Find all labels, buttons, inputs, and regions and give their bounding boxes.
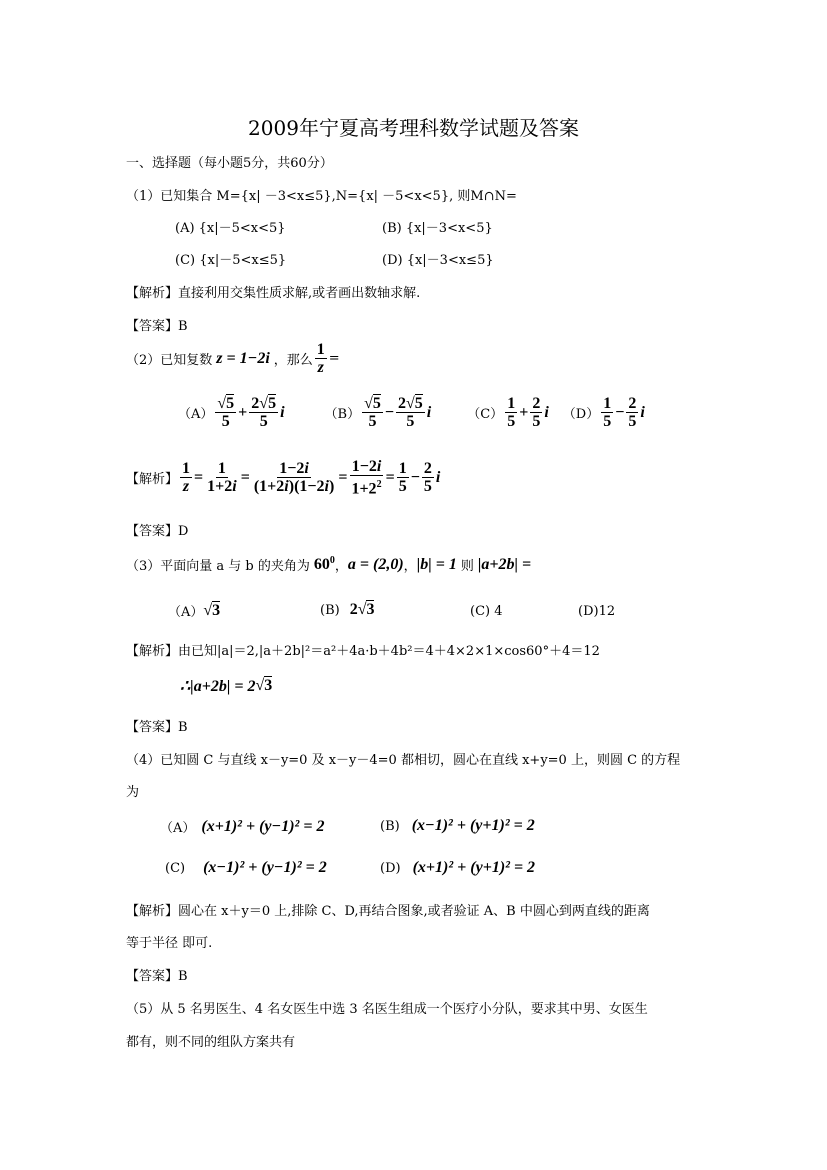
q2-analysis-step5: $\frac{1}{5}$ — [398, 460, 407, 496]
q3-stem-text: （3）平面向量 a 与 b 的夹角为 — [126, 559, 310, 574]
q2-option-d-label: （D） — [562, 407, 600, 422]
analysis-label: 【解析】 — [126, 644, 179, 659]
q3-option-b-radicand: 3 — [366, 601, 375, 618]
q4-option-d-expr: (x+1)² + (y+1)² = 2 — [412, 859, 536, 876]
q2-analysis-step3: $\frac{1-2i}{(1+2i)(1-2i)}$ — [253, 460, 335, 496]
q2-answer — [126, 520, 188, 539]
q3-stem: （3）平面向量 a 与 b 的夹角为 60 $^0$ ， a = (2,0) ， |b| = 1 则 |a+2b| = — [126, 555, 532, 574]
q4-option-b-label: (B) — [380, 818, 400, 834]
q4-option-a-label: （A） — [160, 821, 196, 836]
q3-option-c: (C) 4 — [470, 604, 503, 619]
q2-option-b-frac1: $\frac{√5}{5}$ — [364, 395, 381, 430]
q1-option-c: (C) {x|－5<x≤5} — [175, 253, 287, 268]
q2-expression: z = 1−2i — [216, 349, 270, 367]
q2-analysis-step4: $\frac{1-2i}{1+2^2}$ — [351, 458, 382, 498]
answer-value: D — [178, 524, 189, 539]
q3-option-a-radicand: 3 — [212, 601, 221, 619]
q1-option-b: (B) {x|－3<x<5} — [382, 221, 493, 236]
q3-therefore-text: ∴|a+2b| = 2 — [180, 678, 256, 695]
q2-stem-text-2: ，那么 — [273, 353, 313, 368]
q3-option-a: （A） √3 — [168, 601, 221, 620]
q1-answer — [126, 315, 188, 334]
fraction-1-over-z: $\frac{1}{z}$ — [316, 341, 325, 376]
analysis-label: 【解析】 — [126, 904, 179, 919]
q2-analysis-step2: $\frac{1}{1+2i}$ — [207, 460, 237, 496]
q3-answer — [126, 716, 188, 735]
section-heading: 一、选择题（每小题5分，共60分） — [126, 156, 333, 171]
q3-target: |a+2b| = — [477, 555, 532, 573]
q3-vector-a: a = (2,0) — [347, 555, 404, 573]
q4-option-a — [160, 817, 324, 836]
analysis-text: 圆心在 x＋y＝0 上,排除 C、D,再结合图象,或者验证 A、B 中圆心到两直线的距离 — [178, 904, 650, 919]
page-title: 2009年宁夏高考理科数学试题及答案 — [248, 116, 579, 140]
answer-label: 【答案】 — [126, 969, 179, 984]
q4-stem-line2: 为 — [126, 785, 140, 800]
answer-label: 【答案】 — [126, 524, 179, 539]
q5-stem-line1: （5）从 5 名男医生、4 名女医生中选 3 名医生组成一个医疗小分队，要求其中男、女医生 — [126, 1002, 648, 1017]
q3-option-b-label: (B) — [320, 602, 340, 618]
q4-option-a-expr: (x+1)² + (y−1)² = 2 — [201, 817, 325, 835]
q4-analysis-line1 — [126, 900, 650, 919]
q3-option-d: (D)12 — [578, 604, 616, 619]
q2-option-d-frac2: $\frac{2}{5}$ — [628, 395, 637, 430]
q3-option-b: (B) 2 √3 — [320, 601, 375, 618]
analysis-text: 由已知|a|＝2,|a＋2b|²＝a²＋4a·b＋4b²＝4＋4×2×1×cos60°＋4＝12 — [178, 644, 600, 659]
q2-equals: = — [328, 351, 340, 366]
q3-abs-b: |b| = 1 — [416, 555, 457, 573]
q1-option-d: (D) {x|－3<x≤5} — [382, 253, 494, 268]
answer-label: 【答案】 — [126, 319, 179, 334]
q2-option-b-label: （B） — [324, 407, 361, 422]
q3-angle: 60 — [313, 555, 330, 573]
q2-option-b-frac2: $\frac{2√5}{5}$ — [398, 395, 423, 430]
q5-stem-line2: 都有，则不同的组队方案共有 — [126, 1035, 296, 1050]
q4-option-c-expr: (x−1)² + (y−1)² = 2 — [203, 859, 327, 876]
answer-value: B — [178, 720, 188, 735]
q3-therefore-radicand: 3 — [264, 677, 273, 694]
q2-option-c-frac1: $\frac{1}{5}$ — [507, 395, 516, 430]
answer-label: 【答案】 — [126, 720, 179, 735]
q4-option-d-label: (D) — [380, 860, 401, 876]
q4-option-b-expr: (x−1)² + (y+1)² = 2 — [411, 817, 535, 834]
q2-option-a-frac1: $\frac{√5}{5}$ — [217, 395, 235, 430]
q2-option-a-label: （A） — [178, 407, 214, 422]
q3-angle-degree: 0 — [329, 555, 335, 566]
q1-analysis — [126, 282, 420, 301]
q1-option-a: (A) {x|－5<x<5} — [175, 221, 286, 236]
q2-option-c-frac2: $\frac{2}{5}$ — [532, 395, 541, 430]
q4-answer — [126, 965, 188, 984]
q2-analysis-step6: $\frac{2}{5}$ — [423, 460, 432, 496]
q4-option-c — [165, 859, 327, 877]
q4-option-b — [380, 817, 535, 835]
q1-stem: （1）已知集合 M={x| －3<x≤5},N={x| －5<x<5}, 则M∩N= — [126, 189, 517, 204]
q3-option-a-label: （A） — [168, 605, 204, 620]
q4-stem-line1: （4）已知圆 C 与直线 x－y=0 及 x－y－4=0 都相切，圆心在直线 x+y=0 上，则圆 C 的方程 — [126, 753, 681, 768]
q2-option-d-frac1: $\frac{1}{5}$ — [603, 395, 612, 430]
analysis-label: 【解析】 — [126, 286, 179, 301]
q2-option-a-frac2: $\frac{2√5}{5}$ — [251, 395, 277, 430]
q2-analysis-step1: $\frac{1}{z}$ — [182, 460, 191, 496]
q3-then: 则 — [460, 559, 474, 574]
q3-therefore: ∴|a+2b| = 2 √3 — [180, 677, 273, 695]
q2-options: （A） $\frac{√5}{5}$ + $\frac{2√5}{5}$ i （B） $\frac{√5}{5}$ − $\frac{2√5}{5}$ i （C） $\frac{1}{5}$ + $\frac{2}{5}$ i （D） $\frac{1}{5}$ − $\frac{2}{5}$ i — [178, 395, 645, 430]
q4-option-d — [380, 859, 535, 877]
answer-value: B — [178, 969, 188, 984]
q2-stem — [126, 341, 340, 376]
q3-analysis — [126, 640, 600, 659]
q2-option-c-label: （C） — [467, 407, 504, 422]
q3-option-b-coef: 2 — [349, 601, 358, 618]
q4-option-c-label: (C) — [165, 860, 186, 876]
answer-value: B — [178, 319, 188, 334]
analysis-label: 【解析】 — [126, 472, 179, 488]
q2-stem-text: （2）已知复数 — [126, 353, 213, 368]
q4-analysis-line2: 等于半径 即可. — [126, 936, 213, 951]
q2-analysis: 【解析】 $\frac{1}{z}$ = $\frac{1}{1+2i}$ = $\frac{1-2i}{(1+2i)(1-2i)}$ = $\frac{1-2i}{1+2^2}$ = $\frac{1}{5}$ − $\frac{2}{5}$ i — [126, 458, 441, 498]
analysis-text: 直接利用交集性质求解,或者画出数轴求解. — [178, 286, 421, 301]
